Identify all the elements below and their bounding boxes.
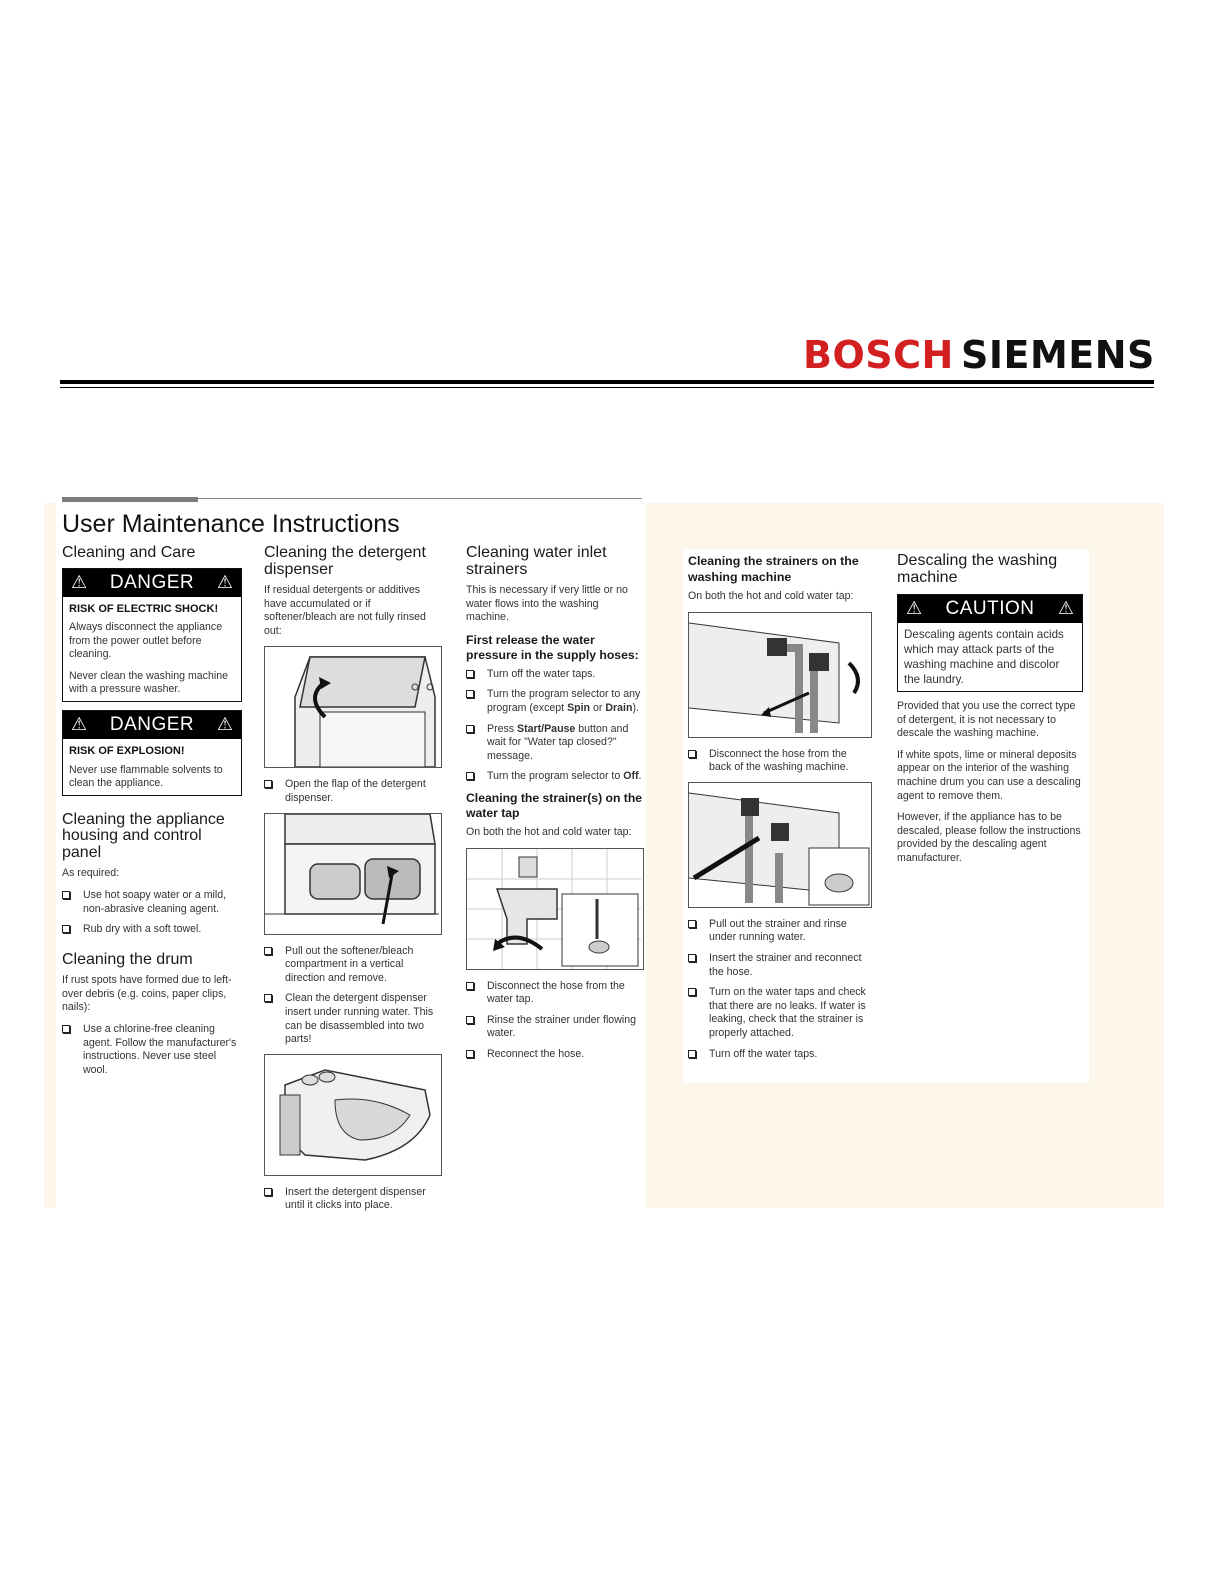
list-item: Open the flap of the detergent dispenser. <box>264 778 442 805</box>
column-descaling <box>897 553 1083 874</box>
column-detergent-dispenser <box>264 545 442 1220</box>
subsection-heading: Cleaning the strainers on the washing machine <box>688 554 859 584</box>
danger-box-electric <box>62 568 242 703</box>
illustration-disconnect-hose <box>688 612 872 738</box>
list-item: Insert the strainer and reconnect the hose. <box>688 952 872 979</box>
list-item: Turn the program selector to any program (except Spin or Drain). <box>466 688 644 715</box>
list-item: Reconnect the hose. <box>466 1048 644 1062</box>
checkbox-bullet-icon <box>62 925 70 933</box>
section-heading: Descaling the washing machine <box>897 552 1058 586</box>
danger-text: Always disconnect the appliance from the power outlet before cleaning. <box>69 621 223 661</box>
header-rule <box>60 380 1154 384</box>
checkbox-bullet-icon <box>466 982 474 990</box>
subsection-heading: First release the water pressure in the supply hoses: <box>466 632 639 662</box>
checkbox-bullet-icon <box>688 750 696 758</box>
caution-label: CAUTION <box>945 598 1035 620</box>
paragraph: If white spots, lime or mineral deposits appear on the interior of the washing machine drum you can use a descaling agent to remove them. <box>897 748 1081 802</box>
list-item: Clean the detergent dispenser insert under running water. This can be disassembled into two parts! <box>264 992 442 1046</box>
caution-text: Descaling agents contain acids which may attack parts of the washing machine and discolor the laundry. <box>904 628 1064 686</box>
list-item: Rinse the strainer under flowing water. <box>466 1014 644 1041</box>
danger-text: Never use flammable solvents to clean the appliance. <box>69 763 223 790</box>
section-heading: Cleaning water inlet strainers <box>466 544 607 578</box>
siemens-logo: SIEMENS <box>961 333 1155 377</box>
list-item: Insert the detergent dispenser until it clicks into place. <box>264 1186 442 1213</box>
paragraph: If residual detergents or additives have accumulated or if softener/bleach are not fully rinsed out: <box>264 584 426 637</box>
checkbox-bullet-icon <box>688 988 696 996</box>
illustration-remove-strainer <box>688 782 872 908</box>
illustration-open-flap <box>264 646 442 768</box>
paragraph: This is necessary if very little or no water flows into the washing machine. <box>466 584 628 624</box>
illustration-pull-out-compartment <box>264 813 442 935</box>
checkbox-bullet-icon <box>264 780 272 788</box>
checkbox-bullet-icon <box>466 670 474 678</box>
paragraph: On both the hot and cold water tap: <box>466 825 632 838</box>
warning-triangle-icon: ⚠ <box>1057 598 1074 620</box>
illustration-water-tap <box>466 848 644 970</box>
checkbox-bullet-icon <box>688 954 696 962</box>
list-item: Rub dry with a soft towel. <box>62 923 242 937</box>
list-item: Disconnect the hose from the back of the washing machine. <box>688 748 872 775</box>
warning-triangle-icon: ⚠ <box>216 714 233 736</box>
danger-subtitle: RISK OF EXPLOSION! <box>69 745 185 758</box>
checkbox-bullet-icon <box>264 947 272 955</box>
list-item: Disconnect the hose from the water tap. <box>466 980 644 1007</box>
list-item: Turn the program selector to Off. <box>466 770 644 784</box>
checkbox-bullet-icon <box>62 891 70 899</box>
list-item: Pull out the strainer and rinse under running water. <box>688 918 872 945</box>
list-item: Use a chlorine-free cleaning agent. Follow the manufacturer's instructions. Never use steel wool. <box>62 1023 242 1077</box>
paragraph: However, if the appliance has to be descaled, please follow the instructions provided by the descaling agent manufacturer. <box>897 811 1081 864</box>
danger-subtitle: RISK OF ELECTRIC SHOCK! <box>69 602 219 615</box>
section-heading: Cleaning the appliance housing and control panel <box>62 810 225 861</box>
checkbox-bullet-icon <box>264 994 272 1002</box>
checkbox-bullet-icon <box>264 1188 272 1196</box>
bosch-logo: BOSCH <box>803 333 954 377</box>
list-item: Turn off the water taps. <box>466 668 644 682</box>
paragraph: On both the hot and cold water tap: <box>688 590 854 602</box>
header-rule-thin <box>60 387 1154 388</box>
list-item: Press Start/Pause button and wait for "Water tap closed?" message. <box>466 723 644 764</box>
subsection-heading: Cleaning the strainer(s) on the water tap <box>466 790 643 820</box>
illustration-insert-dispenser <box>264 1054 442 1176</box>
section-rule-accent <box>62 497 198 502</box>
checkbox-bullet-icon <box>466 772 474 780</box>
checkbox-bullet-icon <box>688 920 696 928</box>
paragraph: As required: <box>62 867 120 880</box>
list-item: Turn on the water taps and check that there are no leaks. If water is leaking, check that the strainer is properly attached. <box>688 986 872 1040</box>
section-heading: Cleaning the drum <box>62 950 193 968</box>
warning-triangle-icon: ⚠ <box>216 571 233 593</box>
section-heading: Cleaning the detergent dispenser <box>264 544 426 578</box>
danger-label: DANGER <box>109 571 195 593</box>
warning-triangle-icon: ⚠ <box>71 571 88 593</box>
page-title: User Maintenance Instructions <box>62 510 400 538</box>
list-item: Turn off the water taps. <box>688 1048 872 1062</box>
column-machine-strainers <box>688 553 872 1068</box>
danger-box-explosion <box>62 710 242 796</box>
list-item: Use hot soapy water or a mild, non-abrasive cleaning agent. <box>62 889 242 916</box>
checkbox-bullet-icon <box>62 1025 70 1033</box>
checkbox-bullet-icon <box>466 1050 474 1058</box>
danger-label: DANGER <box>109 714 195 736</box>
warning-triangle-icon: ⚠ <box>71 714 88 736</box>
checkbox-bullet-icon <box>688 1050 696 1058</box>
paragraph: Provided that you use the correct type of detergent, it is not necessary to descale the washing machine. <box>897 700 1076 740</box>
danger-text: Never clean the washing machine with a pressure washer. <box>69 669 228 696</box>
section-heading: Cleaning and Care <box>62 544 196 561</box>
checkbox-bullet-icon <box>466 1016 474 1024</box>
checkbox-bullet-icon <box>466 690 474 698</box>
column-inlet-strainers <box>466 545 644 1069</box>
caution-box <box>897 594 1083 692</box>
column-cleaning-care <box>62 545 242 1084</box>
paragraph: If rust spots have formed due to left-over debris (e.g. coins, paper clips, nails): <box>62 974 232 1014</box>
list-item: Pull out the softener/bleach compartment in a vertical direction and remove. <box>264 945 442 986</box>
warning-triangle-icon: ⚠ <box>906 598 923 620</box>
checkbox-bullet-icon <box>466 725 474 733</box>
